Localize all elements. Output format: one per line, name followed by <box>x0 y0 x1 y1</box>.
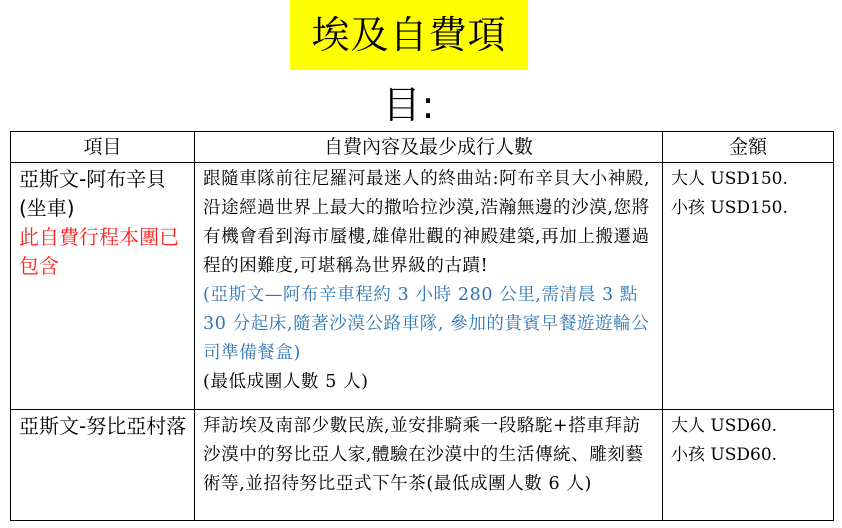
price-child: 小孩 USD60. <box>671 445 778 465</box>
price-adult: 大人 USD150. <box>671 169 788 189</box>
item-cell <box>11 410 195 521</box>
header-price: 金額 <box>663 132 834 163</box>
page-title: 埃及自費項目: <box>290 0 528 70</box>
price-cell <box>663 410 834 521</box>
travel-note: (亞斯文—阿布辛車程約 3 小時 280 公里,需清晨 3 點 30 分起床,隨著沙漠公路車隊, 參加的貴賓早餐遊遊輪公司準備餐盒) <box>203 285 650 363</box>
description-text: 跟隨車隊前往尼羅河最迷人的終曲站:阿布辛貝大小神殿,沿途經過世界上最大的撒哈拉沙漠,浩瀚無邊的沙漠,您將有機會看到海市蜃樓,雄偉壯觀的神殿建築,再加上搬遷過程的困難度,可堪稱為世界級的古蹟! <box>203 169 651 276</box>
description-cell <box>195 410 663 521</box>
optional-tours-table <box>10 131 834 521</box>
included-note: 此自費行程本團已包含 <box>19 225 179 278</box>
table-header-row <box>11 132 834 163</box>
item-name: 亞斯文-阿布辛貝(坐車) <box>19 167 167 220</box>
description-text: 拜訪埃及南部少數民族,並安排騎乘一段駱駝+搭車拜訪沙漠中的努比亞人家,體驗在沙漠中的生活傳統、雕刻藝術等,並招待努比亞式下午茶(最低成團人數 6 人) <box>203 416 644 494</box>
price-cell <box>663 163 834 410</box>
header-content: 自費內容及最少成行人數 <box>195 132 663 163</box>
table-row <box>11 163 834 410</box>
item-name: 亞斯文-努比亞村落 <box>19 414 187 438</box>
min-group-text: (最低成團人數 5 人) <box>203 372 369 392</box>
header-item: 項目 <box>11 132 195 163</box>
description-cell <box>195 163 663 410</box>
table-row <box>11 410 834 521</box>
item-cell <box>11 163 195 410</box>
price-adult: 大人 USD60. <box>671 416 778 436</box>
price-child: 小孩 USD150. <box>671 198 788 218</box>
